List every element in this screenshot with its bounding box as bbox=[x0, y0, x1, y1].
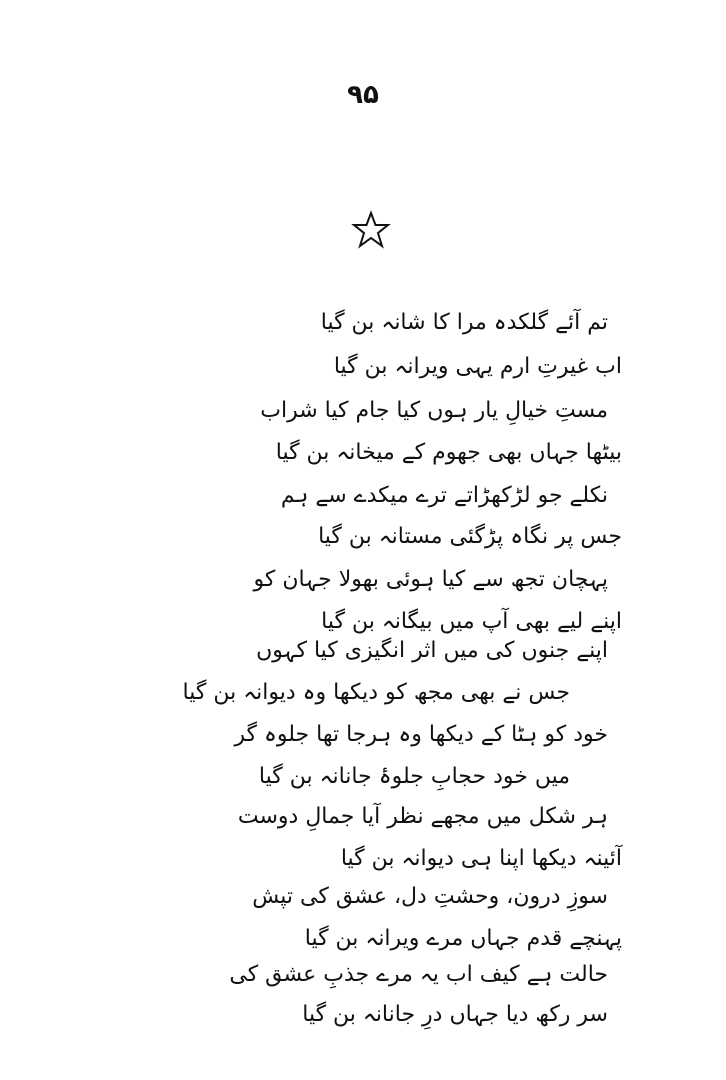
verse-line: اپنے لیے بھی آپ میں بیگانہ بن گیا bbox=[321, 609, 622, 634]
verse-line: پہچان تجھ سے کیا ہوئی بھولا جہان کو bbox=[253, 567, 608, 592]
verse-line: تم آئے گلکدہ مرا کا شانہ بن گیا bbox=[320, 310, 608, 335]
verse-line: حالت ہے کیف اب یہ مرے جذبِ عشق کی bbox=[229, 962, 608, 987]
verse-line: اپنے جنوں کی میں اثر انگیزی کیا کہوں bbox=[256, 638, 608, 663]
verse-line: مستِ خیالِ یار ہوں کیا جام کیا شراب bbox=[260, 398, 608, 423]
verse-line: سوزِ درون، وحشتِ دل، عشق کی تپش bbox=[252, 884, 608, 909]
page-number: ۹۵ bbox=[347, 80, 379, 110]
verse-line: پہنچے قدم جہاں مرے ویرانہ بن گیا bbox=[304, 926, 622, 951]
verse-line: سر رکھ دیا جہاں درِ جانانہ بن گیا bbox=[302, 1002, 608, 1027]
verse-line: نکلے جو لڑکھڑاتے ترے میکدے سے ہم bbox=[280, 483, 608, 508]
verse-line: جس نے بھی مجھ کو دیکھا وہ دیوانہ بن گیا bbox=[182, 680, 570, 705]
verse-line: آئینہ دیکھا اپنا ہی دیوانہ بن گیا bbox=[340, 846, 622, 871]
verse-line: جس پر نگاہ پڑگئی مستانہ بن گیا bbox=[318, 524, 622, 549]
star-icon bbox=[351, 210, 391, 250]
verse-line: اب غیرتِ ارم یہی ویرانہ بن گیا bbox=[333, 354, 622, 379]
verse-line: بیٹھا جہاں بھی جھوم کے میخانہ بن گیا bbox=[275, 440, 622, 465]
verse-line: ہر شکل میں مجھے نظر آیا جمالِ دوست bbox=[237, 804, 608, 829]
verse-line: خود کو ہٹا کے دیکھا وہ ہرجا تھا جلوہ گر bbox=[234, 722, 608, 747]
verse-line: میں خود حجابِ جلوۂ جانانہ بن گیا bbox=[258, 764, 570, 789]
